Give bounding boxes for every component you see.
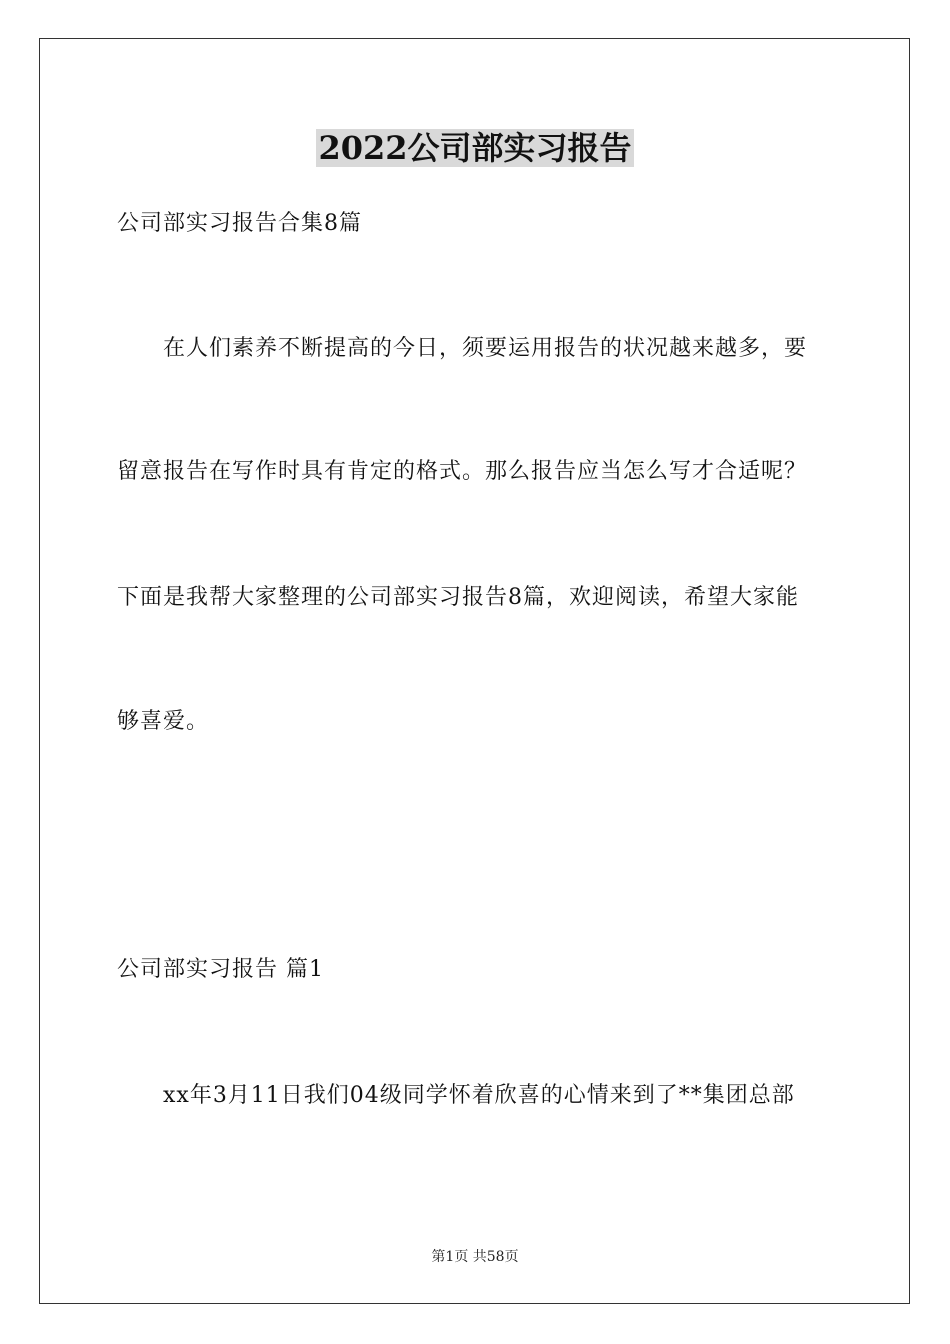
intro-line-2: 留意报告在写作时具有肯定的格式。那么报告应当怎么写才合适呢？ [117,459,808,484]
intro-line-4: 够喜爱。 [117,709,210,734]
section-first-line: xx年3月11日我们04级同学怀着欣喜的心情来到了**集团总部 [163,1083,795,1108]
document-subtitle: 公司部实习报告合集8篇 [117,211,362,236]
intro-line-1: 在人们素养不断提高的今日，须要运用报告的状况越来越多，要 [163,336,808,361]
intro-line-3: 下面是我帮大家整理的公司部实习报告8篇，欢迎阅读，希望大家能 [117,585,799,610]
document-title-text: 2022公司部实习报告 [318,129,632,167]
section-heading: 公司部实习报告 篇1 [117,957,324,982]
document-title [0,128,950,168]
page-number-footer: 第1页 共58页 [431,1249,519,1265]
